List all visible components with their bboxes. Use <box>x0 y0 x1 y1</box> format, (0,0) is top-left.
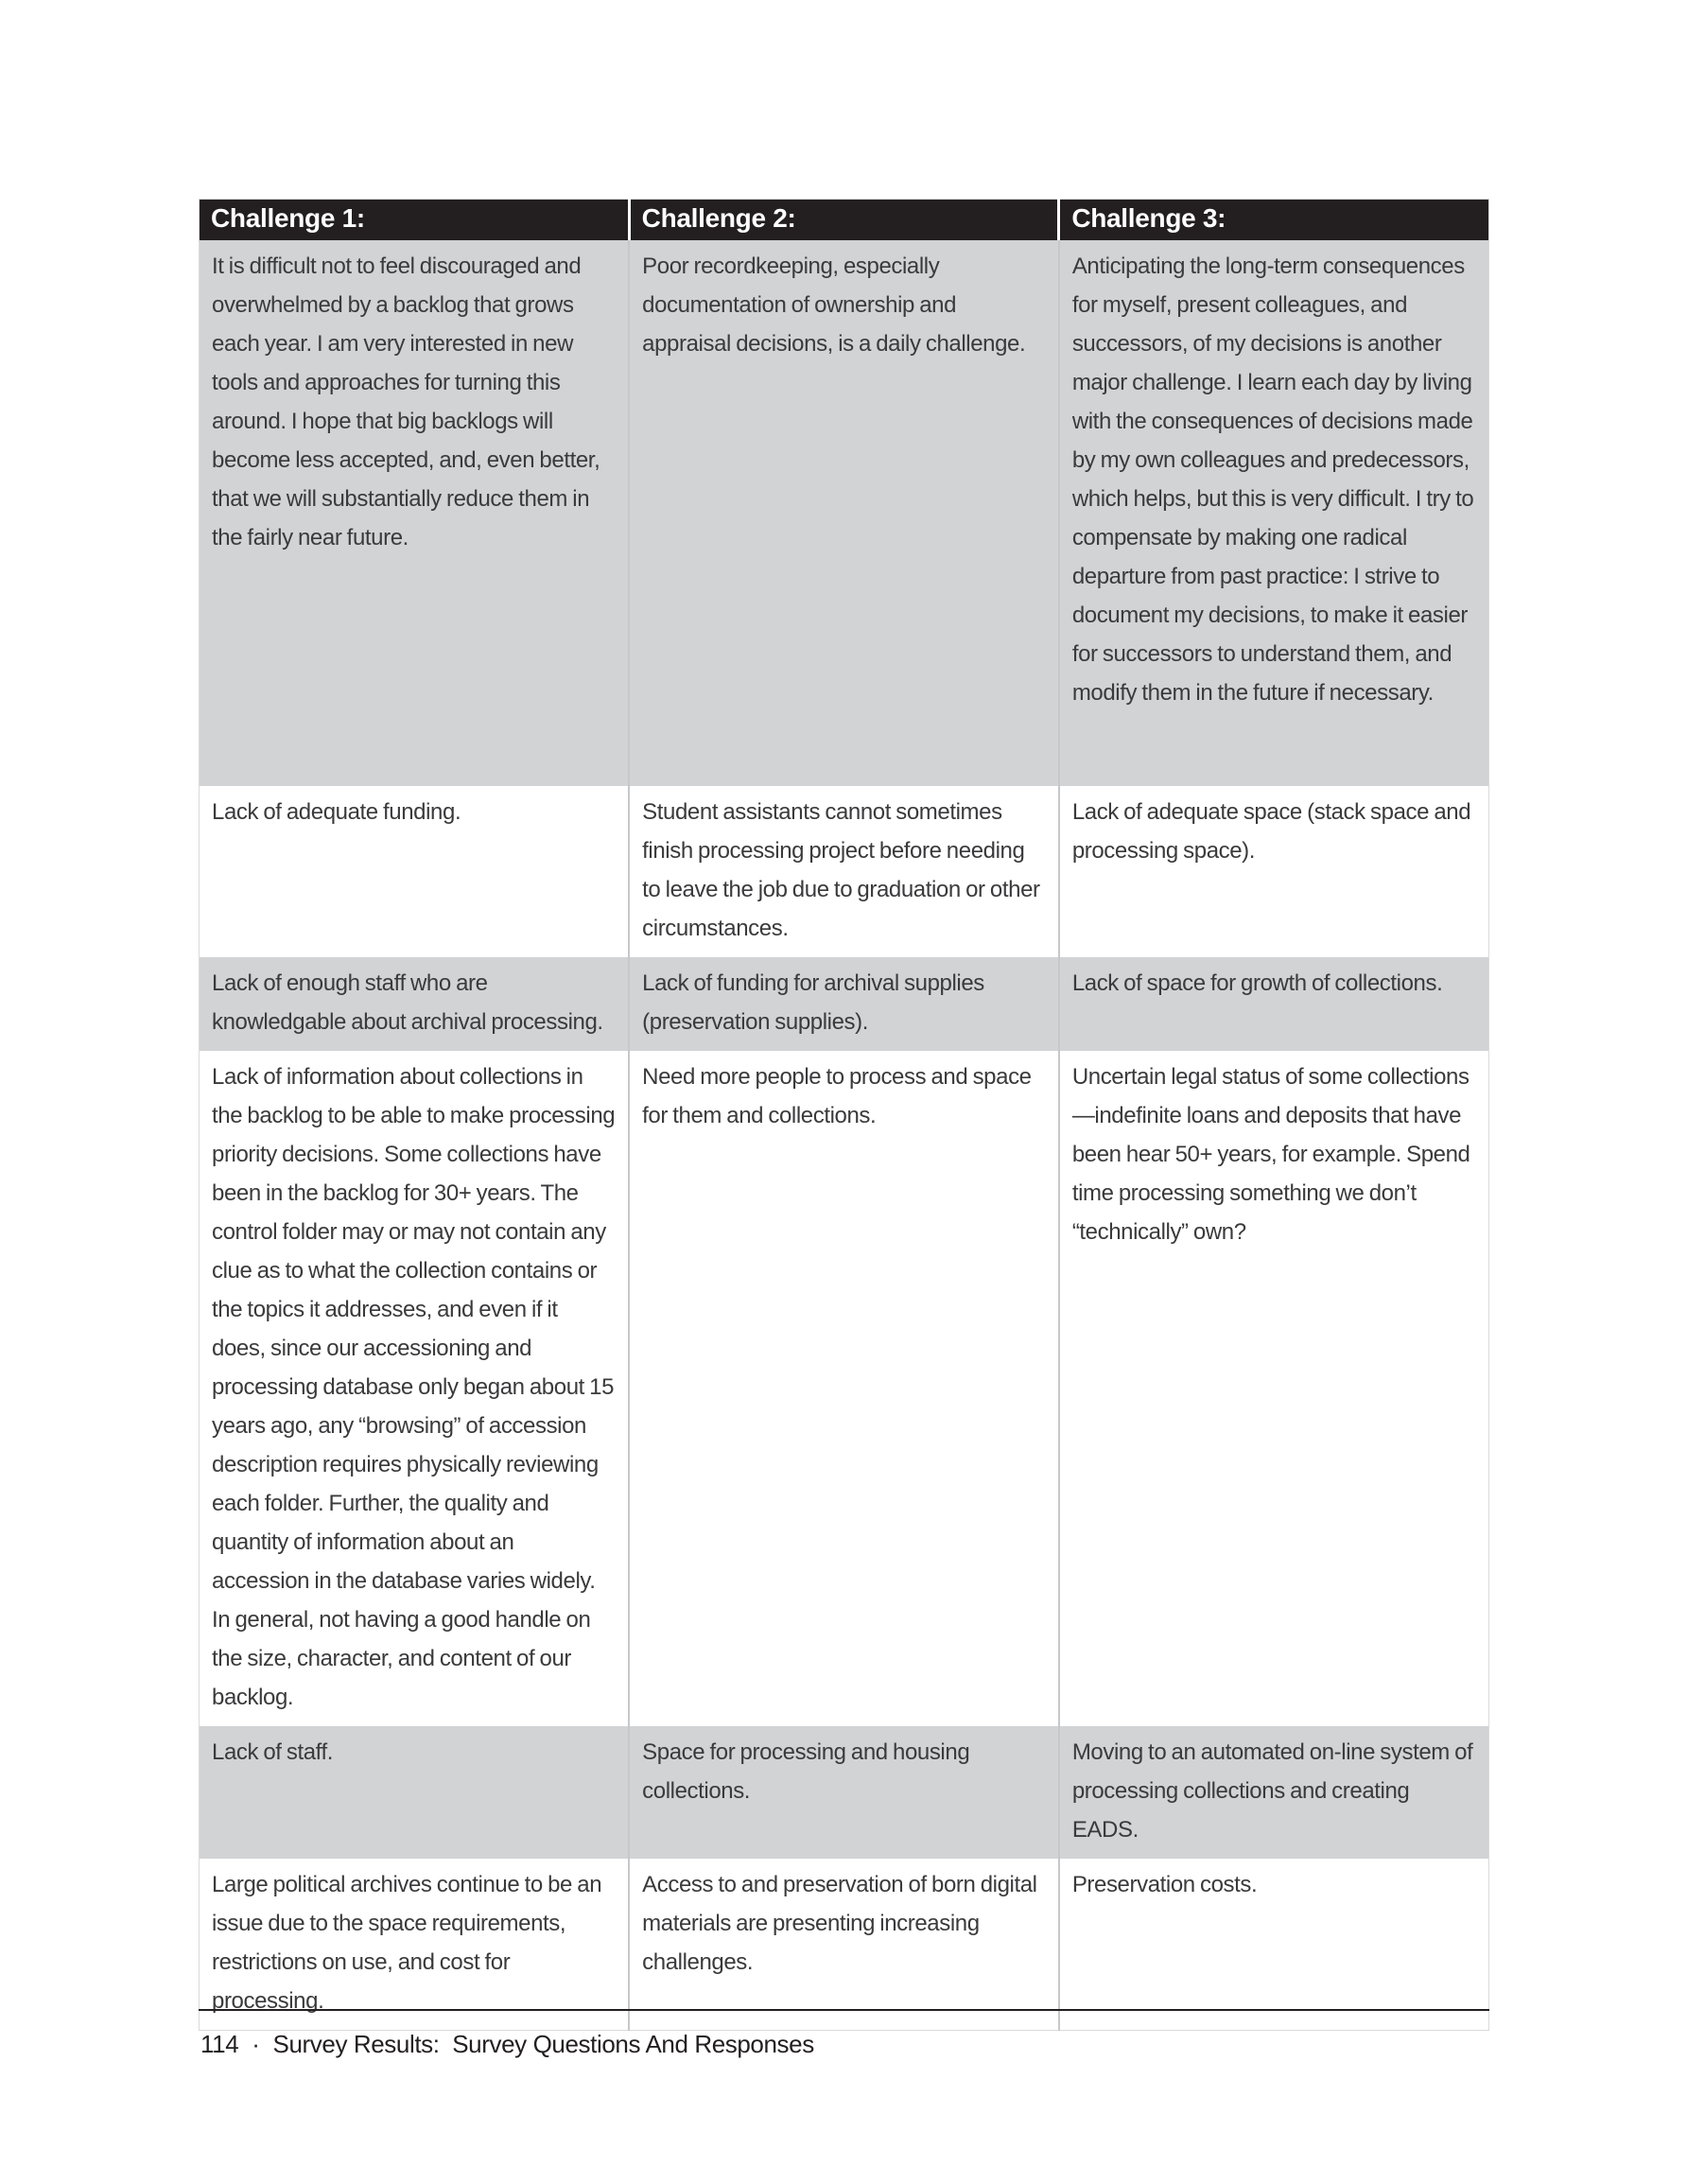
response-cell: Lack of information about collections in the backlog to be able to make processing priority decisions. Some collections have been in the backlog for 30+ years. The control folder may or may not contain any clue as to what the collection contains or the topics it addresses, and even if it does, since our accessioning and processing database only began about 15 years ago, any “browsing” of accession description requires physically reviewing each folder. Further, the quality and quantity of information about an accession in the database varies widely. In general, not having a good handle on the size, character, and content of our backlog. <box>212 1063 616 1710</box>
table-row <box>200 786 1489 957</box>
footer-rule <box>199 2009 1489 2011</box>
response-cell: Large political archives continue to be an issue due to the space requirements, restrictions on use, and cost for processing. <box>212 1871 602 2014</box>
response-cell: Lack of adequate space (stack space and processing space). <box>1059 786 1489 957</box>
page-number: 114 <box>200 2030 239 2058</box>
table-row <box>200 1859 1489 2031</box>
response-cell: Preservation costs. <box>1059 1859 1489 2031</box>
response-cell: Moving to an automated on-line system of processing collections and creating EADS. <box>1059 1726 1489 1859</box>
footer-title: Survey Results: Survey Questions And Responses <box>272 2030 814 2058</box>
challenges-table <box>199 199 1489 2031</box>
table-row <box>200 1051 1489 1726</box>
table-body <box>200 240 1489 2031</box>
page-footer <box>200 2030 814 2059</box>
response-cell: Lack of funding for archival supplies (preservation supplies). <box>629 957 1059 1051</box>
column-header-challenge-1: Challenge 1: <box>200 200 630 240</box>
response-cell: Lack of staff. <box>212 1738 334 1765</box>
response-cell: Need more people to process and space for them and collections. <box>629 1051 1059 1726</box>
response-cell: Anticipating the long-term consequences for myself, present colleagues, and successors, of my decisions is another major challenge. I learn each day by living with the consequences of decisions made by my own colleagues and predecessors, which helps, but this is very difficult. I try to compensate by making one radical departure from past practice: I strive to document my decisions, to make it easier for successors to understand them, and modify them in the future if necessary. <box>1059 240 1489 786</box>
column-header-challenge-3: Challenge 3: <box>1059 200 1489 240</box>
response-cell: It is difficult not to feel discouraged and overwhelmed by a backlog that grows each year. I am very interested in new tools and approaches for turning this around. I hope that big backlogs will become less accepted, and, even better, that we will substantially reduce them in the fairly near future. <box>212 253 600 550</box>
response-cell: Access to and preservation of born digital materials are presenting increasing challenges. <box>629 1859 1059 2031</box>
table-header-row <box>200 200 1489 240</box>
response-cell: Space for processing and housing collections. <box>629 1726 1059 1859</box>
table-row <box>200 1726 1489 1859</box>
response-cell: Uncertain legal status of some collections—indefinite loans and deposits that have been hear 50+ years, for example. Spend time processing something we don’t “technically” own? <box>1059 1051 1489 1726</box>
footer-separator: · <box>252 2030 260 2058</box>
response-cell: Lack of space for growth of collections. <box>1059 957 1489 1051</box>
column-header-challenge-2: Challenge 2: <box>629 200 1059 240</box>
response-cell: Lack of adequate funding. <box>212 798 461 825</box>
table-row <box>200 240 1489 786</box>
response-cell: Poor recordkeeping, especially documentation of ownership and appraisal decisions, is a daily challenge. <box>629 240 1059 786</box>
response-cell: Lack of enough staff who are knowledgable about archival processing. <box>212 970 603 1035</box>
response-cell: Student assistants cannot sometimes finish processing project before needing to leave the job due to graduation or other circumstances. <box>629 786 1059 957</box>
table-row <box>200 957 1489 1051</box>
